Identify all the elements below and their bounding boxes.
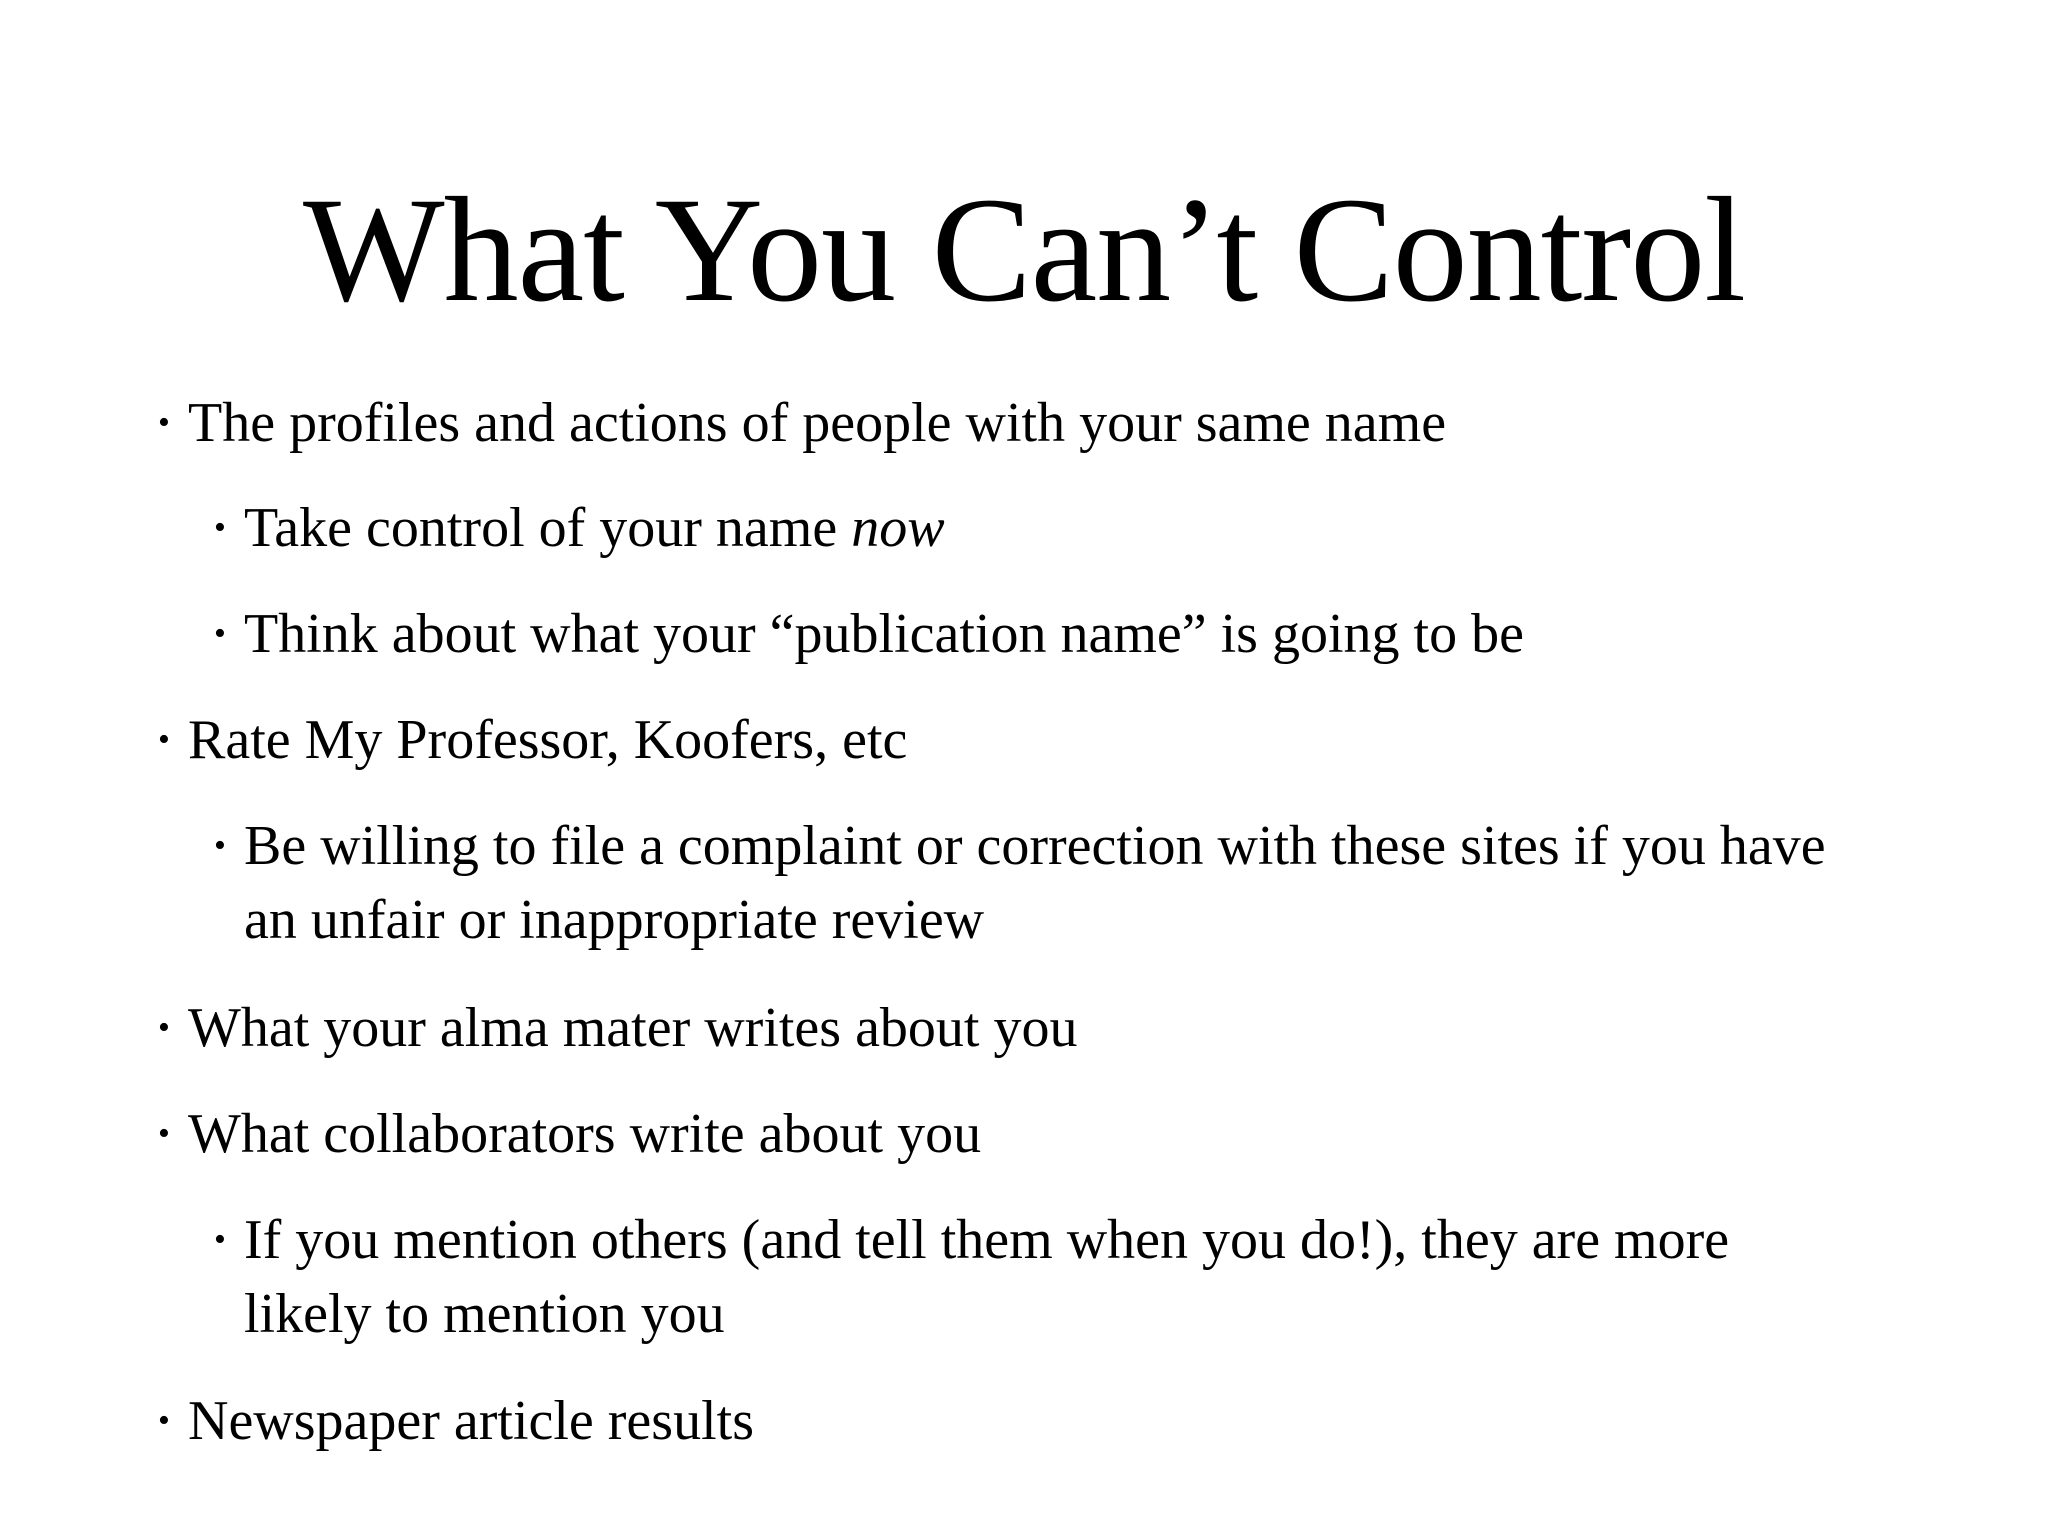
bullet-marker: • [214,509,226,546]
bullet-text: The profiles and actions of people with your same name [188,392,1447,454]
bullet-text-line-1: If you mention others (and tell them when you do!), they are more [244,1209,1730,1271]
bullet-marker: • [158,1115,170,1152]
slide-title: What You Can’t Control [303,167,1745,333]
bullet-marker: • [158,404,170,441]
bullet-text: What collaborators write about you [188,1103,982,1165]
bullet-text-line-1: Be willing to file a complaint or correction with these sites if you have [244,815,1826,877]
bullet-marker: • [158,721,170,758]
bullet-text: What your alma mater writes about you [188,997,1078,1059]
bullet-marker: • [214,1221,226,1258]
bullet-text-line-2: an unfair or inappropriate review [244,889,985,951]
bullet-marker: • [214,827,226,864]
bullet-text: Newspaper article results [188,1390,754,1452]
bullet-text [244,491,945,565]
bullet-text: Think about what your “publication name” is going to be [244,603,1524,665]
emphasis-text: now [851,497,945,559]
bullet-text-main: Take control of your name [244,497,852,559]
bullet-marker: • [158,1402,170,1439]
bullet-marker: • [158,1009,170,1046]
bullet-text-line-2: likely to mention you [244,1283,725,1345]
bullet-marker: • [214,615,226,652]
bullet-text: Rate My Professor, Koofers, etc [188,709,908,771]
